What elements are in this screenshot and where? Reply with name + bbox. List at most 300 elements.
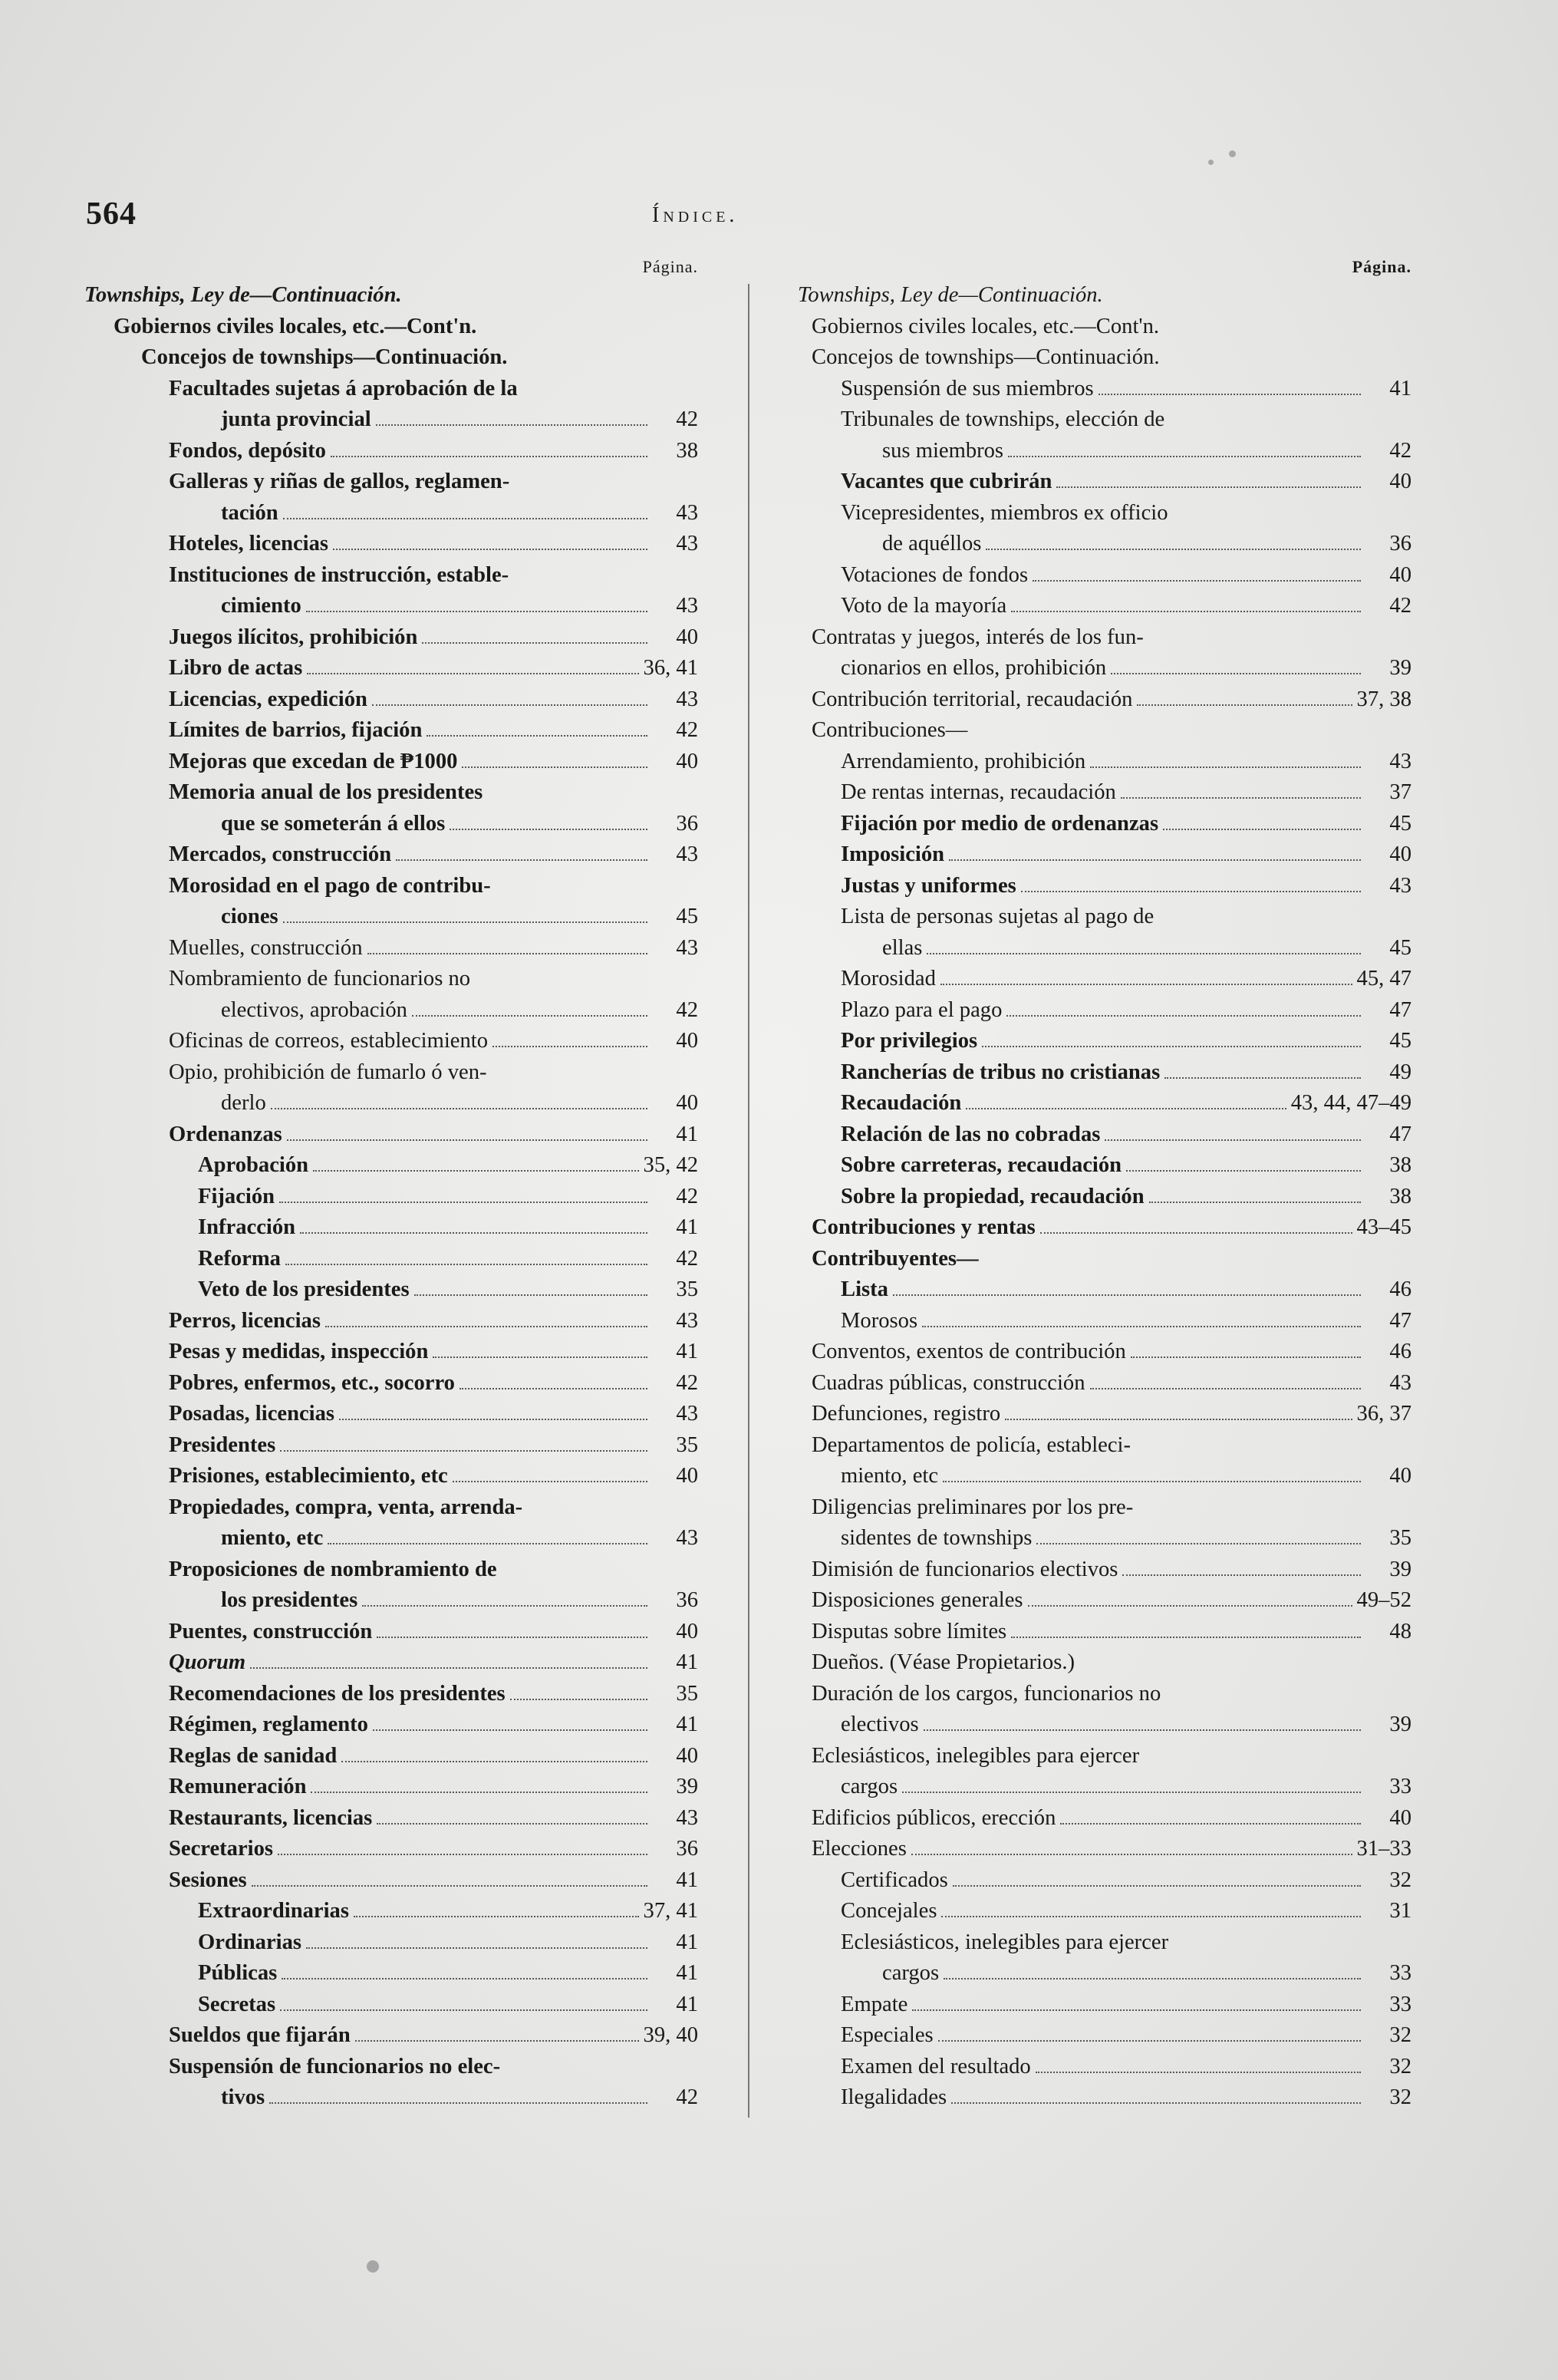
index-entry: [84, 1150, 698, 1182]
leader-dots: [1105, 1139, 1361, 1141]
entry-text: Certificados: [841, 1867, 948, 1892]
index-entry: [798, 342, 1411, 374]
entry-page-ref: 40: [1389, 470, 1411, 493]
leader-dots: [1028, 1605, 1352, 1607]
entry-text: Concejales: [841, 1899, 937, 1923]
leader-dots: [1021, 891, 1361, 892]
index-entry: [84, 529, 698, 560]
entry-text: Morosidad: [841, 967, 936, 991]
index-entry: [798, 871, 1411, 902]
index-entry: [798, 1617, 1411, 1648]
index-entry: [798, 684, 1411, 716]
entry-page-ref: 43: [676, 687, 698, 711]
index-entry: [84, 1617, 698, 1648]
entry-page-ref: 41: [676, 1930, 698, 1954]
leader-dots: [1006, 1015, 1361, 1017]
index-entry: [84, 1585, 698, 1617]
entry-text: Plazo para el pago: [841, 997, 1003, 1022]
leader-dots: [372, 704, 647, 706]
leader-dots: [1036, 1543, 1361, 1544]
entry-page-ref: 41: [676, 1867, 698, 1892]
entry-page-ref: 42: [1389, 594, 1411, 618]
entry-text: Morosidad en el pago de contribu-: [169, 873, 491, 898]
entry-text: Puentes, construcción: [169, 1619, 373, 1643]
leader-dots: [922, 1326, 1361, 1327]
entry-page-ref: 43: [676, 935, 698, 960]
leader-dots: [1060, 1823, 1361, 1825]
entry-page-ref: 36: [676, 811, 698, 836]
entry-page-ref: 40: [1389, 562, 1411, 587]
index-entry: [798, 1834, 1411, 1865]
entry-page-ref: 37: [1389, 780, 1411, 804]
entry-text: Votaciones de fondos: [841, 562, 1029, 587]
index-entry: [84, 1306, 698, 1337]
entry-text: Defunciones, registro: [812, 1402, 1001, 1426]
entry-text: Prisiones, establecimiento, etc: [169, 1464, 448, 1488]
leader-dots: [944, 1978, 1361, 1979]
entry-text: Contratas y juegos, interés de los fun-: [812, 625, 1144, 649]
entry-page-ref: 40: [1389, 1464, 1411, 1488]
entry-text: Townships, Ley de—Continuación.: [84, 283, 402, 307]
entry-text: Recomendaciones de los presidentes: [169, 1681, 506, 1706]
entry-page-ref: 43: [1389, 1370, 1411, 1395]
index-entry: [84, 436, 698, 467]
entry-page-ref: 45: [1389, 811, 1411, 836]
entry-text: de aquéllos: [882, 532, 982, 555]
index-entry: [84, 1057, 698, 1089]
index-entry: [84, 902, 698, 933]
leader-dots: [325, 1326, 647, 1327]
index-entry: [84, 1647, 698, 1679]
leader-dots: [893, 1294, 1361, 1296]
entry-text: Justas y uniformes: [841, 873, 1016, 898]
entry-page-ref: 35: [676, 1681, 698, 1706]
entry-text: Lista de personas sujetas al pago de: [841, 905, 1155, 928]
index-entry: [84, 1088, 698, 1119]
entry-page-ref: 41: [676, 1215, 698, 1239]
index-entry: [798, 1274, 1411, 1306]
entry-text: Régimen, reglamento: [169, 1712, 368, 1736]
index-entry: [798, 902, 1411, 933]
index-entry: [798, 1896, 1411, 1927]
entry-text: Concejos de townships—Continuación.: [812, 345, 1160, 369]
index-entry: [798, 1119, 1411, 1151]
index-entry: [798, 1523, 1411, 1554]
entry-text: Posadas, licencias: [169, 1402, 335, 1426]
entry-text: Ordinarias: [198, 1930, 302, 1954]
entry-page-ref: 35: [1389, 1526, 1411, 1550]
index-entry: [84, 498, 698, 529]
pagina-label: Página.: [1352, 257, 1411, 276]
index-entry: [84, 964, 698, 995]
entry-text: Proposiciones de nombramiento de: [169, 1557, 497, 1581]
leader-dots: [953, 1885, 1361, 1887]
entry-text: Arrendamiento, prohibición: [841, 749, 1086, 773]
entry-page-ref: 33: [1389, 1775, 1411, 1798]
index-entry: [798, 2052, 1411, 2083]
entry-text: Disputas sobre límites: [812, 1619, 1007, 1643]
entry-text: junta provincial: [221, 407, 371, 431]
entry-page-ref: 45, 47: [1356, 967, 1411, 991]
entry-text: Conventos, exentos de contribución: [812, 1340, 1126, 1363]
entry-text: Infracción: [198, 1215, 296, 1239]
index-entry: [798, 933, 1411, 964]
entry-page-ref: 43: [1389, 873, 1411, 898]
entry-page-ref: 43: [676, 500, 698, 525]
pagina-label: Página.: [642, 257, 698, 276]
leader-dots: [412, 1015, 647, 1017]
index-entry: [798, 591, 1411, 622]
entry-text: miento, etc: [841, 1464, 939, 1488]
index-entry: [798, 1585, 1411, 1617]
index-entry: [84, 1989, 698, 2021]
index-entry: [84, 1896, 698, 1927]
leader-dots: [376, 424, 647, 426]
leader-dots: [943, 1481, 1361, 1482]
leader-dots: [279, 1202, 647, 1203]
index-entry: [84, 1492, 698, 1524]
leader-dots: [1126, 1170, 1361, 1172]
leader-dots: [902, 1792, 1361, 1793]
leader-dots: [367, 953, 647, 954]
leader-dots: [280, 2009, 647, 2011]
leader-dots: [427, 735, 647, 737]
index-entry: [798, 1709, 1411, 1741]
entry-text: cionarios en ellos, prohibición: [841, 656, 1107, 680]
entry-page-ref: 41: [676, 1122, 698, 1146]
entry-page-ref: 40: [676, 1029, 698, 1053]
entry-text: Públicas: [198, 1961, 278, 1985]
leader-dots: [422, 642, 647, 644]
entry-page-ref: 38: [1389, 1153, 1411, 1177]
leader-dots: [1090, 766, 1361, 768]
entry-page-ref: 36, 41: [643, 656, 698, 680]
leader-dots: [912, 2009, 1361, 2011]
index-entry: [84, 1772, 698, 1803]
index-entry: [84, 1274, 698, 1306]
entry-text: Instituciones de instrucción, estable-: [169, 562, 509, 587]
running-title: Índice.: [652, 203, 739, 227]
index-entry: [84, 2082, 698, 2114]
leader-dots: [252, 1885, 647, 1887]
leader-dots: [927, 953, 1361, 954]
entry-page-ref: 32: [1389, 2023, 1411, 2047]
leader-dots: [1137, 704, 1352, 706]
index-entry: [798, 466, 1411, 498]
index-entry: [798, 1803, 1411, 1834]
index-entry: [798, 1492, 1411, 1524]
entry-page-ref: 41: [676, 1992, 698, 2016]
entry-text: cimiento: [221, 594, 301, 618]
entry-text: Relación de las no cobradas: [841, 1122, 1101, 1146]
leader-dots: [331, 456, 647, 457]
index-entry: [798, 809, 1411, 840]
entry-text: Gobiernos civiles locales, etc.—Cont'n.: [812, 314, 1160, 338]
leader-dots: [271, 1108, 647, 1109]
entry-page-ref: 36: [1389, 532, 1411, 555]
index-entry: [84, 809, 698, 840]
index-entry: [84, 1212, 698, 1244]
entry-text: Lista: [841, 1277, 888, 1301]
entry-page-ref: 40: [676, 749, 698, 773]
entry-text: Contribuciones y rentas: [812, 1215, 1036, 1239]
entry-page-ref: 42: [676, 718, 698, 742]
index-entry: [798, 560, 1411, 592]
entry-text: Libro de actas: [169, 656, 303, 680]
index-entry: [84, 342, 698, 374]
leader-dots: [924, 1729, 1361, 1731]
index-entry: [84, 1679, 698, 1710]
entry-page-ref: 36: [676, 1837, 698, 1861]
leader-dots: [283, 921, 647, 923]
entry-page-ref: 47: [1389, 1308, 1411, 1333]
entry-text: Veto de los presidentes: [198, 1277, 410, 1301]
entry-text: Suspensión de funcionarios no elec-: [169, 2054, 501, 2078]
entry-text: Duración de los cargos, funcionarios no: [812, 1681, 1161, 1706]
leader-dots: [300, 1232, 647, 1234]
entry-page-ref: 43: [676, 842, 698, 866]
entry-page-ref: 42: [676, 407, 698, 431]
leader-dots: [306, 611, 647, 612]
entry-page-ref: 35: [676, 1432, 698, 1457]
leader-dots: [459, 1388, 647, 1389]
leader-dots: [1131, 1356, 1361, 1358]
entry-list: [798, 280, 1411, 2114]
entry-page-ref: 36, 37: [1356, 1402, 1411, 1426]
entry-page-ref: 36: [676, 1588, 698, 1612]
entry-text: Límites de barrios, fijación: [169, 718, 423, 742]
index-entry: [84, 2052, 698, 2083]
index-entry: [84, 684, 698, 716]
index-entry: [798, 715, 1411, 747]
leader-dots: [951, 2102, 1361, 2104]
index-entry: [84, 1834, 698, 1865]
entry-page-ref: 40: [676, 1091, 698, 1115]
entry-page-ref: 42: [676, 1184, 698, 1208]
leader-dots: [362, 1605, 647, 1607]
index-entry: [798, 1927, 1411, 1959]
leader-dots: [287, 1139, 647, 1141]
leader-dots: [313, 1170, 638, 1172]
index-entry: [84, 1741, 698, 1772]
leader-dots: [414, 1294, 647, 1296]
entry-page-ref: 41: [676, 1650, 698, 1674]
entry-text: Suspensión de sus miembros: [841, 376, 1094, 401]
entry-page-ref: 40: [1389, 1805, 1411, 1830]
leader-dots: [373, 1729, 647, 1731]
index-entry: [84, 280, 698, 312]
index-entry: [798, 1306, 1411, 1337]
entry-page-ref: 41: [1389, 376, 1411, 401]
entry-page-ref: 43: [676, 1308, 698, 1333]
leader-dots: [940, 984, 1352, 985]
index-entry: [798, 1026, 1411, 1057]
entry-text: sidentes de townships: [841, 1526, 1033, 1550]
leader-dots: [306, 1947, 647, 1949]
leader-dots: [341, 1761, 647, 1762]
entry-text: Aprobación: [198, 1153, 309, 1177]
entry-page-ref: 39: [1389, 1712, 1411, 1736]
entry-text: Muelles, construcción: [169, 935, 363, 960]
leader-dots: [307, 673, 638, 674]
entry-text: tación: [221, 500, 278, 525]
entry-text: Perros, licencias: [169, 1308, 321, 1333]
index-entry: [798, 1368, 1411, 1399]
index-entry: [84, 747, 698, 778]
entry-text: Reforma: [198, 1246, 281, 1271]
leader-dots: [1033, 580, 1361, 582]
leader-dots: [453, 1481, 647, 1482]
index-entry: [84, 622, 698, 654]
index-entry: [798, 2082, 1411, 2114]
entry-text: Concejos de townships—Continuación.: [141, 345, 508, 369]
leader-dots: [433, 1356, 647, 1358]
entry-text: Sobre la propiedad, recaudación: [841, 1184, 1145, 1208]
entry-text: los presidentes: [221, 1588, 358, 1612]
index-entry: [84, 871, 698, 902]
entry-text: Fijación: [198, 1184, 275, 1208]
entry-page-ref: 32: [1389, 1867, 1411, 1892]
index-entry: [798, 1182, 1411, 1213]
index-entry: [798, 1772, 1411, 1803]
index-entry: [798, 312, 1411, 343]
entry-text: Recaudación: [841, 1091, 962, 1115]
entry-page-ref: 42: [676, 2085, 698, 2109]
index-entry: [84, 1368, 698, 1399]
entry-text: Propiedades, compra, venta, arrenda-: [169, 1495, 523, 1519]
index-entry: [798, 653, 1411, 684]
entry-page-ref: 43–45: [1356, 1215, 1411, 1239]
entry-text: Galleras y riñas de gallos, reglamen-: [169, 470, 510, 493]
page-number: 564: [86, 196, 137, 232]
index-entry: [798, 1399, 1411, 1430]
entry-text: Contribución territorial, recaudación: [812, 687, 1133, 711]
entry-page-ref: 32: [1389, 2085, 1411, 2109]
index-entry: [84, 1523, 698, 1554]
index-entry: [798, 374, 1411, 405]
entry-page-ref: 43, 44, 47–49: [1290, 1091, 1411, 1115]
leader-dots: [986, 549, 1361, 550]
leader-dots: [462, 766, 647, 768]
index-entry: [84, 560, 698, 592]
leader-dots: [282, 1978, 647, 1979]
index-entry: [84, 777, 698, 809]
leader-dots: [1090, 1388, 1361, 1389]
entry-page-ref: 35, 42: [643, 1153, 698, 1177]
entry-text: Townships, Ley de—Continuación.: [798, 283, 1103, 307]
index-entry: [84, 1865, 698, 1897]
index-entry: [798, 995, 1411, 1027]
entry-page-ref: 45: [676, 905, 698, 928]
index-entry: [84, 1958, 698, 1989]
entry-page-ref: 48: [1389, 1619, 1411, 1643]
index-entry: [798, 1989, 1411, 2021]
index-entry: [84, 1026, 698, 1057]
index-entry: [798, 1958, 1411, 1989]
entry-page-ref: 42: [1389, 438, 1411, 463]
leader-dots: [949, 859, 1361, 861]
entry-text: Reglas de sanidad: [169, 1743, 338, 1768]
entry-page-ref: 35: [676, 1277, 698, 1301]
entry-text: Facultades sujetas á aprobación de la: [169, 376, 518, 401]
index-entry: [798, 1088, 1411, 1119]
index-entry: [84, 404, 698, 436]
entry-text: Contribuciones—: [812, 718, 968, 742]
index-entry: [84, 1461, 698, 1492]
entry-text: Empate: [841, 1992, 908, 2016]
entry-page-ref: 43: [1389, 749, 1411, 773]
leader-dots: [396, 859, 647, 861]
leader-dots: [354, 1916, 639, 1917]
index-entry: [798, 1647, 1411, 1679]
index-entry: [84, 374, 698, 405]
index-entry: [798, 1057, 1411, 1089]
entry-text: Sueldos que fijarán: [169, 2023, 351, 2047]
entry-text: sus miembros: [882, 438, 1004, 463]
index-entry: [798, 964, 1411, 995]
entry-text: ellas: [882, 935, 923, 960]
index-entry: [84, 1337, 698, 1368]
entry-page-ref: 47: [1389, 997, 1411, 1022]
entry-text: Examen del resultado: [841, 2054, 1031, 2078]
index-entry: [84, 1803, 698, 1834]
entry-text: Por privilegios: [841, 1029, 978, 1053]
leader-dots: [450, 829, 647, 830]
index-entry: [84, 715, 698, 747]
entry-page-ref: 43: [676, 1526, 698, 1550]
entry-text: cargos: [882, 1961, 940, 1985]
entry-text: derlo: [221, 1091, 266, 1115]
entry-page-ref: 43: [676, 1805, 698, 1830]
index-entry: [798, 1150, 1411, 1182]
entry-page-ref: 37, 41: [643, 1899, 698, 1923]
index-entry: [798, 1741, 1411, 1772]
entry-page-ref: 33: [1389, 1961, 1411, 1985]
leader-dots: [269, 2102, 647, 2104]
leader-dots: [1149, 1202, 1361, 1203]
leader-dots: [1008, 456, 1361, 457]
leader-dots: [1011, 1637, 1361, 1638]
index-entry: [798, 1679, 1411, 1710]
entry-text: Hoteles, licencias: [169, 532, 329, 555]
index-entry: [84, 1399, 698, 1430]
index-entry: [84, 1430, 698, 1462]
index-entry: [798, 1461, 1411, 1492]
leader-dots: [1036, 2072, 1361, 2073]
entry-page-ref: 33: [1389, 1992, 1411, 2016]
index-entry: [798, 747, 1411, 778]
leader-dots: [938, 2040, 1361, 2042]
index-entry: [84, 1244, 698, 1275]
entry-text: Fijación por medio de ordenanzas: [841, 811, 1159, 836]
entry-text: Sesiones: [169, 1867, 247, 1892]
index-entry: [84, 933, 698, 964]
entry-text: Restaurants, licencias: [169, 1805, 373, 1830]
entry-text: Departamentos de policía, estableci-: [812, 1432, 1131, 1457]
entry-page-ref: 40: [676, 1743, 698, 1768]
ink-spot: [1229, 150, 1236, 157]
entry-text: Nombramiento de funcionarios no: [169, 967, 471, 991]
entry-page-ref: 39, 40: [643, 2023, 698, 2047]
index-entry: [84, 312, 698, 343]
leader-dots: [1163, 829, 1361, 830]
leader-dots: [377, 1637, 647, 1638]
leader-dots: [941, 1916, 1361, 1917]
entry-text: Ilegalidades: [841, 2085, 947, 2109]
entry-text: Oficinas de correos, establecimiento: [169, 1029, 489, 1053]
entry-text: Tribunales de townships, elección de: [841, 407, 1165, 431]
entry-text: Fondos, depósito: [169, 438, 326, 463]
